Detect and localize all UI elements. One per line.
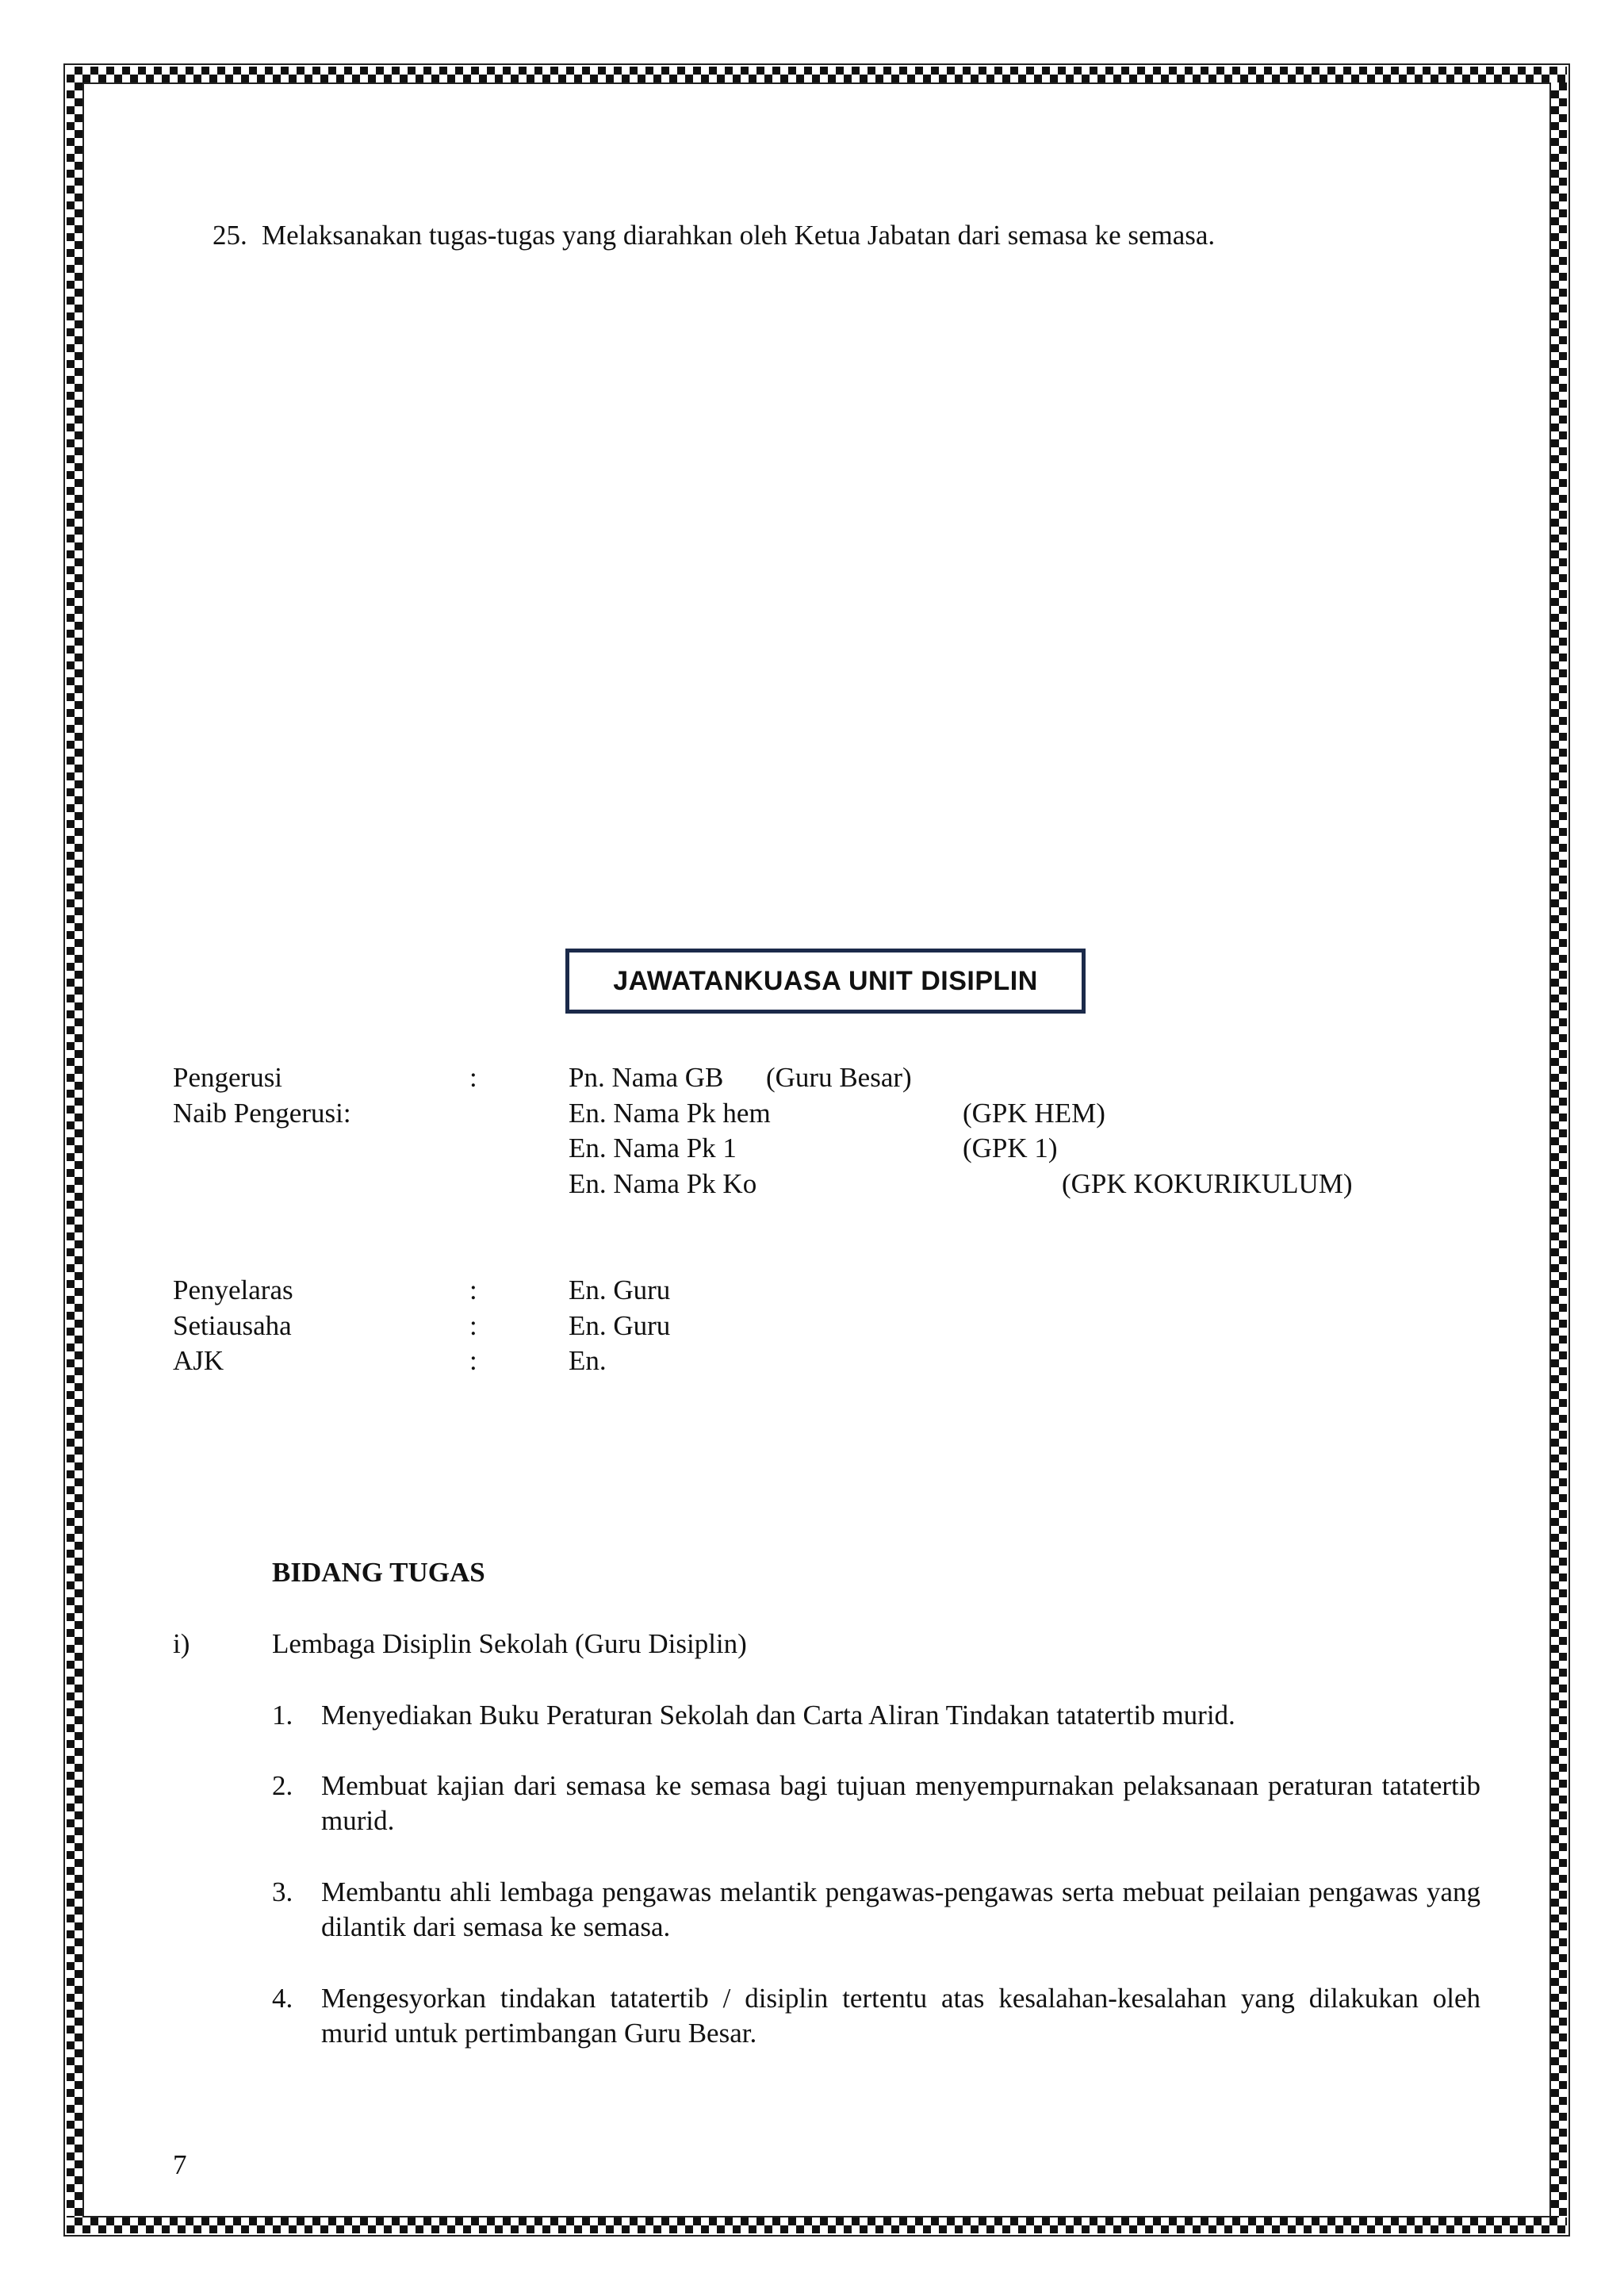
member-name: En. Nama Pk 1 <box>569 1133 737 1163</box>
page-number: 7 <box>173 2149 187 2180</box>
member-position: (GPK HEM) <box>963 1098 1105 1129</box>
role-label: Pengerusi <box>173 1062 283 1093</box>
member-position: (GPK 1) <box>963 1133 1058 1163</box>
duty-text: Mengesyorkan tindakan tatatertib / disiplin tertentu atas kesalahan-kesalahan yang dilakukan oleh murid untuk pertimbangan Guru Besar. <box>321 1983 1480 2049</box>
member-name: En. Nama Pk Ko <box>569 1168 757 1199</box>
role-label: Penyelaras <box>173 1274 293 1305</box>
duty-number: 3. <box>272 1876 293 1907</box>
role-colon: : <box>469 1062 477 1093</box>
duty-number: 2. <box>272 1770 293 1801</box>
page-border-bottom <box>67 2217 1567 2233</box>
member-name: En. Guru <box>569 1310 671 1341</box>
duty-number: 1. <box>272 1700 293 1731</box>
role-colon: : <box>469 1274 477 1305</box>
duty-text: Menyediakan Buku Peraturan Sekolah dan Carta Aliran Tindakan tatatertib murid. <box>321 1700 1235 1731</box>
member-name: En. Nama Pk hem <box>569 1098 771 1129</box>
member-name: Pn. Nama GB <box>569 1062 724 1093</box>
role-label: AJK <box>173 1345 224 1376</box>
member-name: En. <box>569 1345 607 1376</box>
list-item-text: Melaksanakan tugas-tugas yang diarahkan oleh Ketua Jabatan dari semasa ke semasa. <box>262 220 1216 251</box>
page-border-top <box>67 67 1567 82</box>
page-border-right <box>1551 82 1567 2217</box>
role-label: Naib Pengerusi: <box>173 1098 351 1129</box>
duty-text: Membantu ahli lembaga pengawas melantik pengawas-pengawas serta mebuat peilaian pengawas yang dilantik dari semasa ke semasa. <box>321 1876 1480 1942</box>
page-border-left <box>67 82 82 2217</box>
member-name: En. Guru <box>569 1274 671 1305</box>
role-label: Setiausaha <box>173 1310 292 1341</box>
section-title: Lembaga Disiplin Sekolah (Guru Disiplin) <box>272 1628 747 1659</box>
committee-title-box <box>565 949 1086 1014</box>
role-colon: : <box>469 1345 477 1376</box>
member-position: (Guru Besar) <box>766 1062 912 1093</box>
duty-text: Membuat kajian dari semasa ke semasa bagi tujuan menyempurnakan pelaksanaan peraturan tatatertib murid. <box>321 1770 1480 1836</box>
duties-heading: BIDANG TUGAS <box>272 1557 485 1588</box>
section-marker: i) <box>173 1628 190 1659</box>
duty-number: 4. <box>272 1983 293 2014</box>
member-position: (GPK KOKURIKULUM) <box>1062 1168 1353 1199</box>
role-colon: : <box>469 1310 477 1341</box>
list-item-number: 25. <box>213 220 247 251</box>
committee-title: JAWATANKUASA UNIT DISIPLIN <box>613 965 1038 996</box>
